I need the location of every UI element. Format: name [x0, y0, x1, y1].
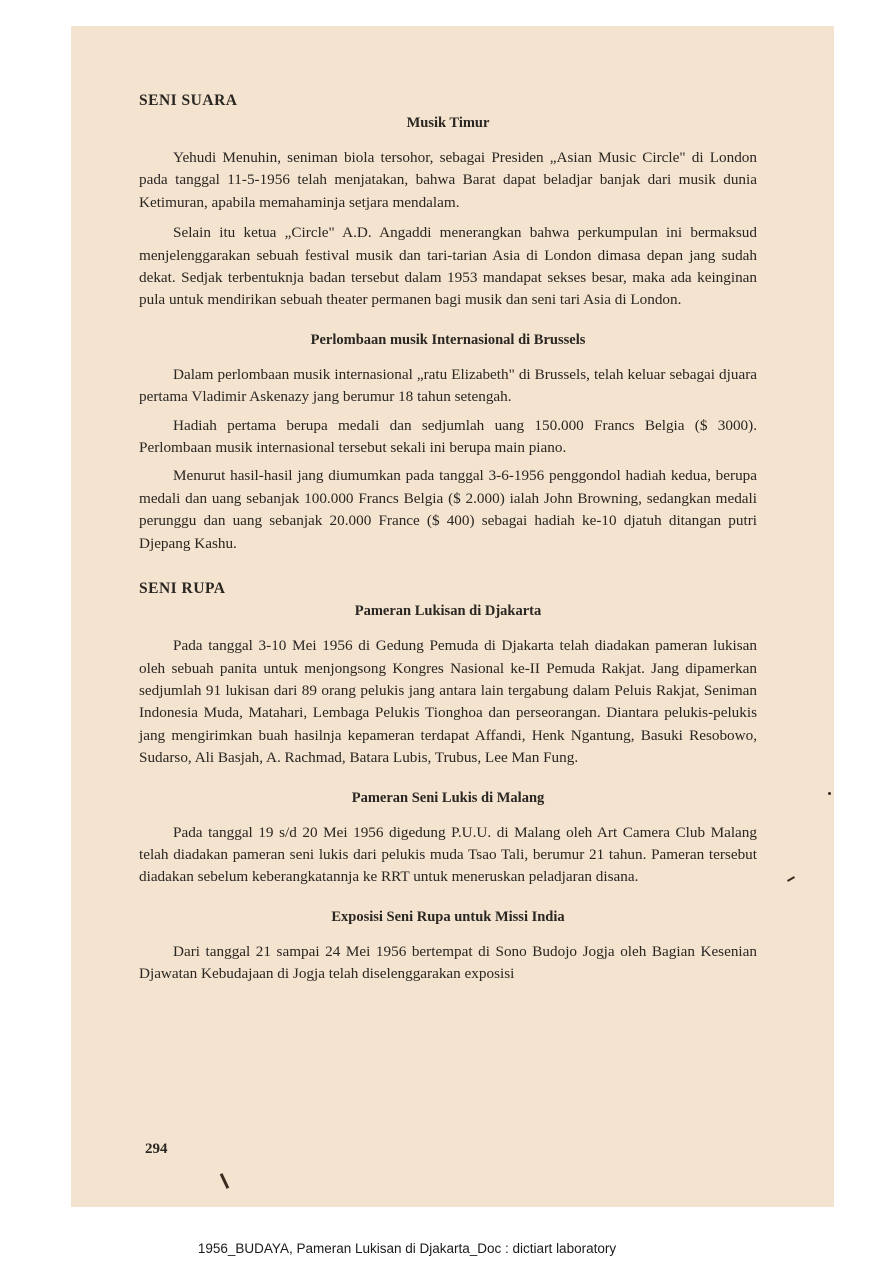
ink-speck-mark [828, 792, 831, 795]
section-title-seni-suara: SENI SUARA [139, 92, 238, 109]
subsection-title-pameran-malang: Pameran Seni Lukis di Malang [351, 789, 545, 806]
image-caption: 1956_BUDAYA, Pameran Lukisan di Djakarta_Doc : dictiart laboratory [197, 1241, 617, 1256]
paragraph-pameran-djakarta-1: Pada tanggal 3-10 Mei 1956 di Gedung Pemuda di Djakarta telah diadakan pameran lukisan oleh sebuah panita untuk menjongsong Kongres Nasional ke-II Pemuda Rakjat. Jang dipamerkan sedjumlah 91 lukisan dari 89 orang pelukis jang antara lain tergabung dalam Peluis Rakjat, Seniman Indonesia Muda, Matahari, Lembaga Pelukis Tionghoa dan perseorangan. Diantara pelukis-pelukis jang mengirimkan buah hasilnja kepameran terdapat Affandi, Henk Ngantung, Basuki Resobowo, Sudarso, Ali Basjah, A. Rachmad, Batara Lubis, Trubus, Lee Man Fung. [139, 637, 757, 767]
paragraph-pameran-malang-1: Pada tanggal 19 s/d 20 Mei 1956 digedung P.U.U. di Malang oleh Art Camera Club Malang telah diadakan pameran seni lukis dari pelukis muda Tsao Tali, berumur 21 tahun. Pameran tersebut diadakan sebelum keberangkatannja ke RRT untuk meneruskan peladjaran disana. [139, 823, 757, 886]
paragraph-perlombaan-3: Menurut hasil-hasil jang diumumkan pada tanggal 3-6-1956 penggondol hadiah kedua, berupa medali dan uang sebanjak 100.000 Francs Belgia ($ 2.000) ialah John Browning, sedangkan medali perunggu dan uang sebanjak 20.000 France ($ 400) sebagai hadiah ke-10 djatuh ditangan putri Djepang Kashu. [139, 467, 757, 552]
ink-speck-mark [787, 876, 795, 882]
paragraph-musik-timur-2: Selain itu ketua „Circle" A.D. Angaddi menerangkan bahwa perkumpulan ini bermaksud menjelenggarakan sebuah festival musik dan tari-tarian Asia di London dimasa depan jang sudah dekat. Sedjak terbentuknja badan tersebut dalam 1953 mandapat sekses besar, maka ada keinginan pula untuk mendirikan sebuah theater permanen bagi musik dan seni tari Asia di London. [139, 224, 757, 309]
section-title-seni-rupa: SENI RUPA [139, 580, 226, 598]
paragraph-musik-timur-1: Yehudi Menuhin, seniman biola tersohor, sebagai Presiden „Asian Music Circle" di London pada tanggal 11-5-1956 telah menjatakan, bahwa Barat dapat beladjar banjak dari musik dunia Ketimuran, apabila memahaminja setjara mendalam. [139, 149, 757, 211]
page-number: 294 [145, 1141, 168, 1157]
subsection-title-perlombaan: Perlombaan musik Internasional di Brussels [310, 331, 586, 348]
subsection-title-pameran-djakarta: Pameran Lukisan di Djakarta [354, 603, 542, 620]
scanned-page [71, 26, 834, 1207]
ink-speck-mark [220, 1173, 229, 1189]
paragraph-perlombaan-2: Hadiah pertama berupa medali dan sedjumlah uang 150.000 Francs Belgia ($ 3000). Perlombaan musik internasional tersebut sekali ini berupa main piano. [139, 416, 757, 457]
subsection-title-exposisi: Exposisi Seni Rupa untuk Missi India [331, 908, 565, 925]
paragraph-exposisi-1: Dari tanggal 21 sampai 24 Mei 1956 bertempat di Sono Budojo Jogja oleh Bagian Kesenian Djawatan Kebudajaan di Jogja telah diselenggarakan exposisi [139, 942, 757, 983]
page-content [139, 91, 757, 986]
paragraph-perlombaan-1: Dalam perlombaan musik internasional „ratu Elizabeth" di Brussels, telah keluar sebagai djuara pertama Vladimir Askenazy jang berumur 18 tahun setengah. [139, 365, 757, 406]
subsection-title-musik-timur: Musik Timur [406, 115, 490, 131]
